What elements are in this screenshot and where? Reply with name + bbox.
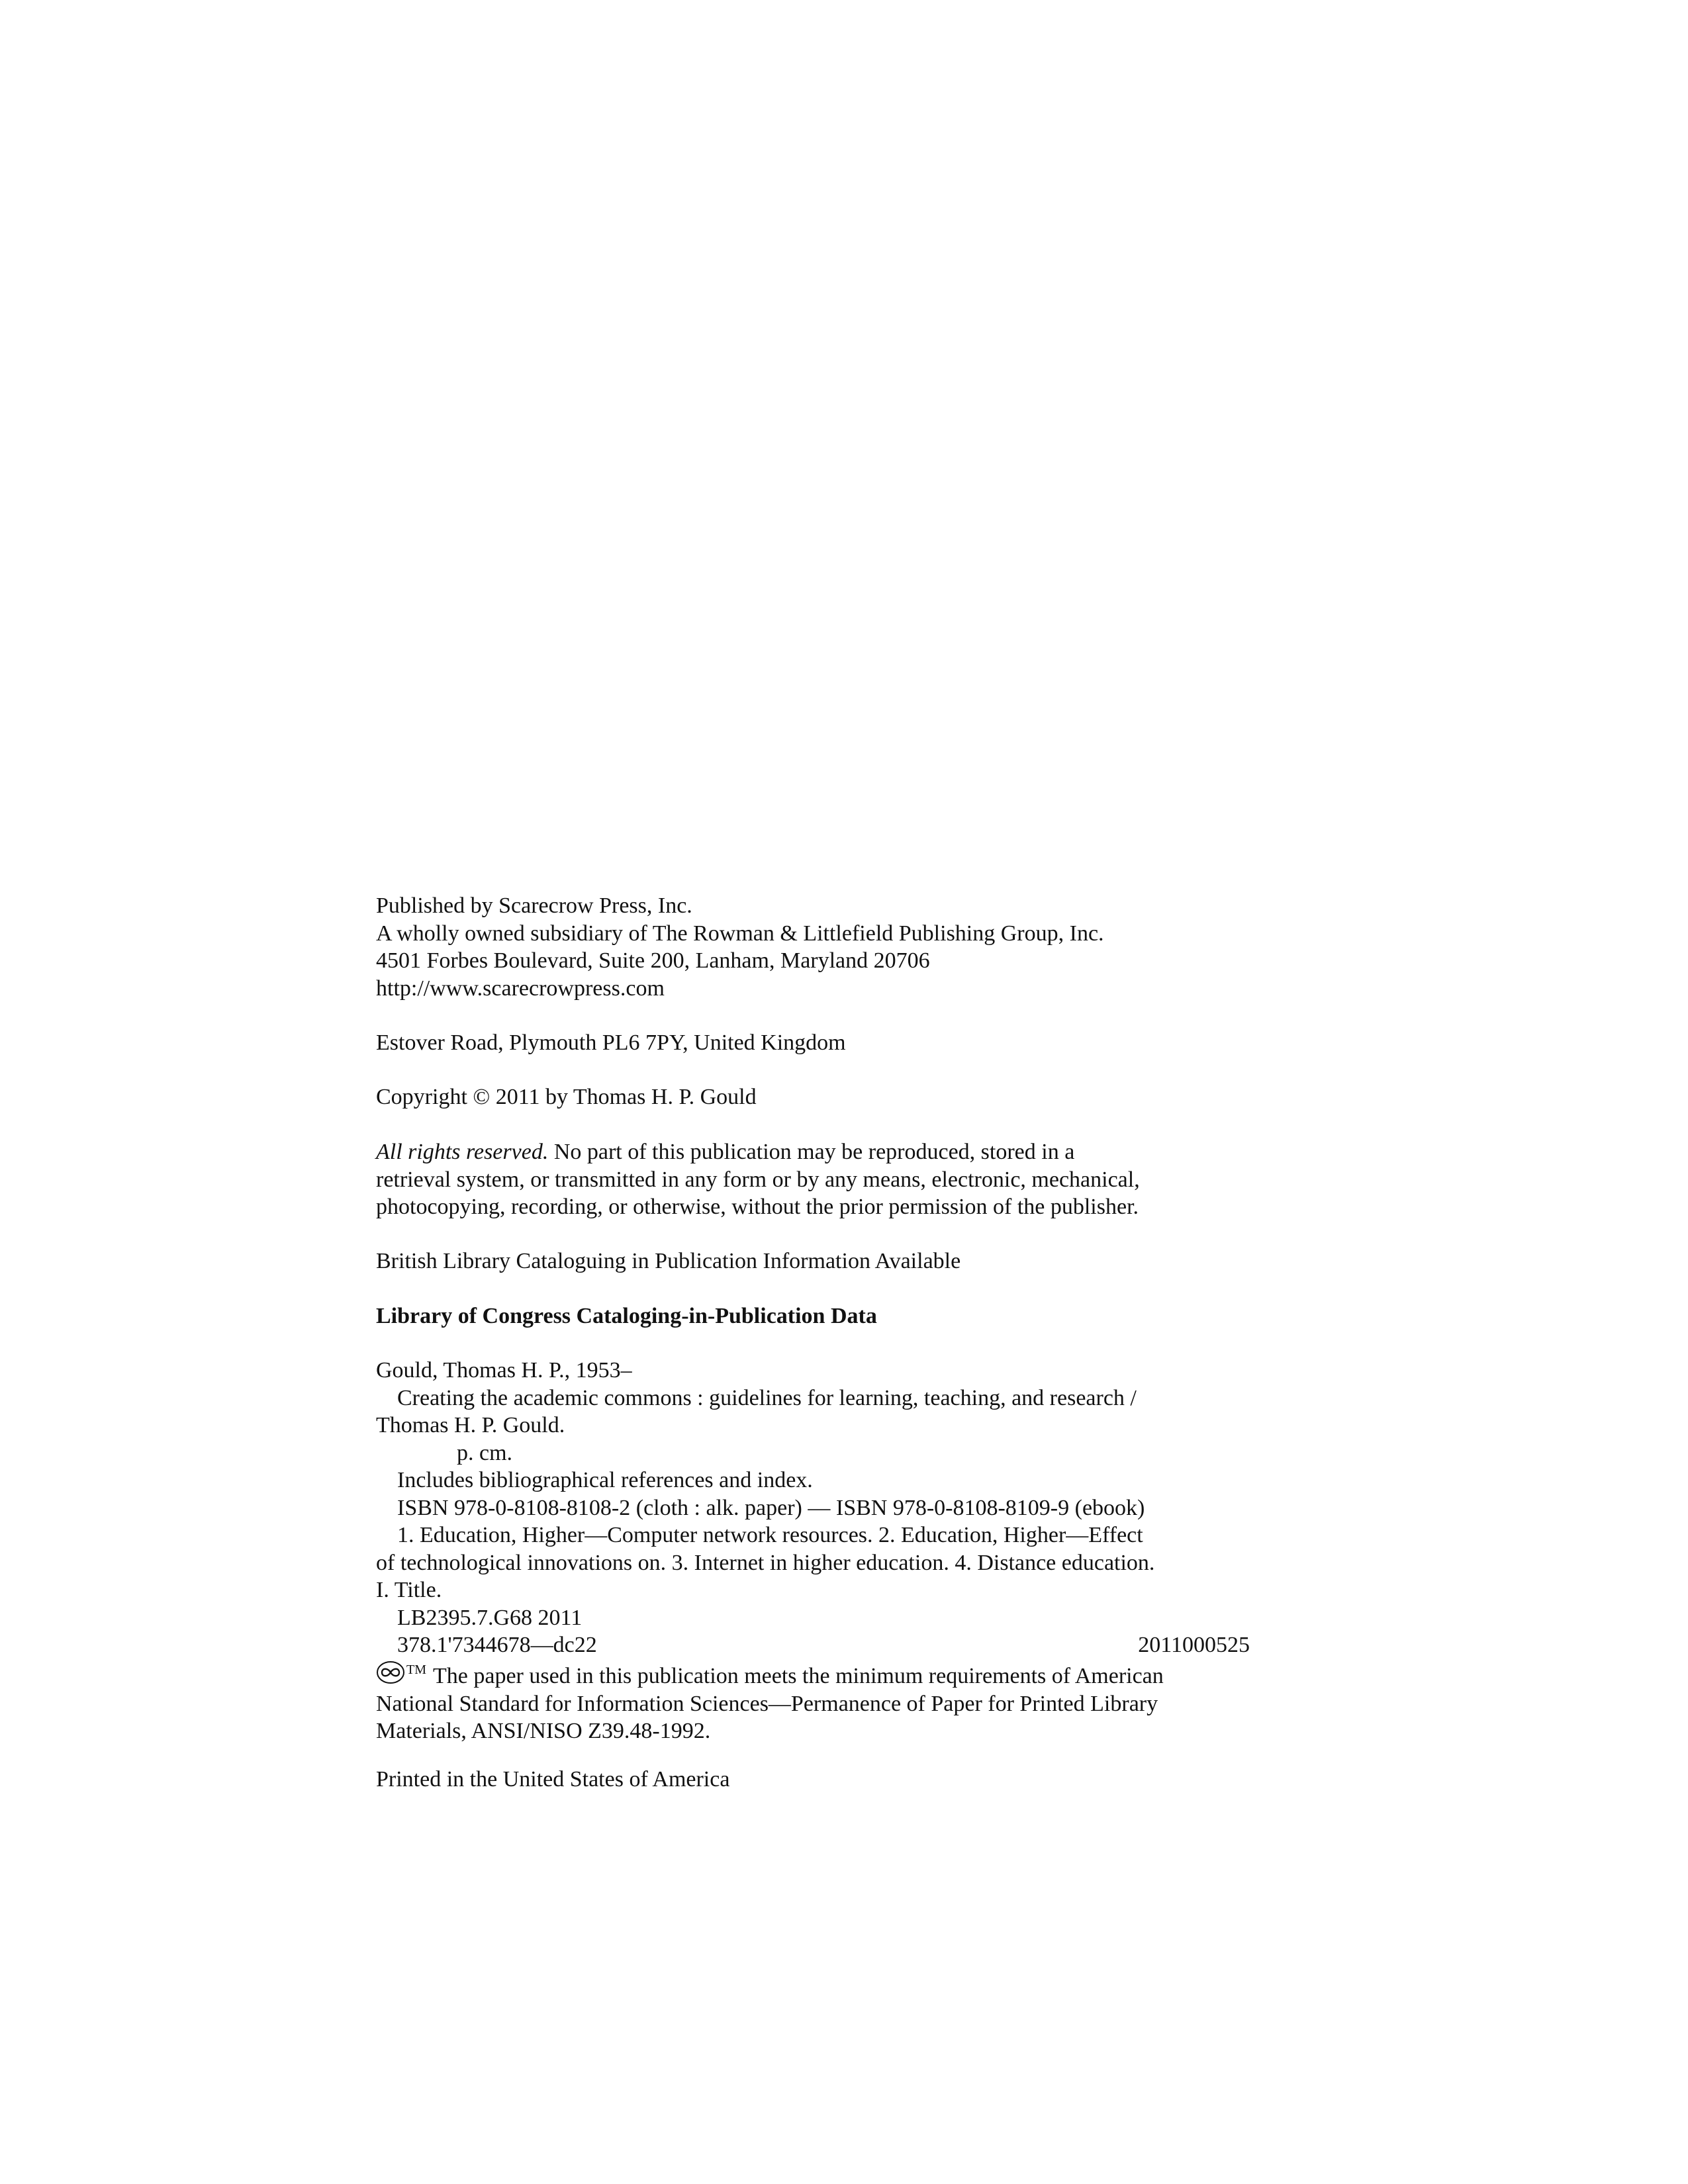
rights-lead: All rights reserved. [376, 1140, 549, 1164]
cip-classification-row [376, 1631, 1263, 1659]
cip-title-line-1: Creating the academic commons : guidelines for learning, teaching, and research / [397, 1385, 1137, 1410]
printed-block [376, 1766, 1263, 1794]
cip-subjects-line-3: I. Title. [376, 1578, 442, 1602]
rights-line-1-rest: No part of this publication may be reproduced, stored in a [548, 1140, 1075, 1164]
cip-dewey: 378.1'7344678—dc22 [397, 1633, 597, 1657]
paper-line-1 [376, 1657, 1263, 1690]
publisher-parent: A wholly owned subsidiary of The Rowman & Littlefield Publishing Group, Inc. [376, 921, 1104, 946]
british-library-notice: British Library Cataloguing in Publication Information Available [376, 1249, 961, 1273]
paper-line-2: National Standard for Information Sciences—Permanence of Paper for Printed Library [376, 1691, 1158, 1716]
cip-lc-call-number: LB2395.7.G68 2011 [397, 1605, 583, 1630]
rights-block [376, 1138, 1263, 1221]
cip-pages: p. cm. [457, 1440, 513, 1465]
cip-subjects-line-2: of technological innovations on. 3. Internet in higher education. 4. Distance education. [376, 1550, 1155, 1575]
copyright-block [376, 1083, 1263, 1111]
loc-heading: Library of Congress Cataloging-in-Publication Data [376, 1304, 877, 1328]
cip-includes: Includes bibliographical references and index. [397, 1468, 813, 1492]
publisher-url: http://www.scarecrowpress.com [376, 976, 665, 1001]
paper-line-3: Materials, ANSI/NISO Z39.48-1992. [376, 1719, 711, 1743]
cip-subjects-line-1: 1. Education, Higher—Computer network resources. 2. Education, Higher—Effect [397, 1523, 1143, 1547]
infinity-circle-icon [376, 1661, 405, 1684]
cip-author: Gould, Thomas H. P., 1953– [376, 1358, 632, 1383]
cip-lccn: 2011000525 [1138, 1633, 1250, 1657]
rights-line-2: retrieval system, or transmitted in any form or by any means, electronic, mechanical, [376, 1167, 1140, 1192]
trademark-mark: TM [406, 1662, 426, 1677]
rights-line-3: photocopying, recording, or otherwise, without the prior permission of the publisher. [376, 1195, 1139, 1219]
uk-address: Estover Road, Plymouth PL6 7PY, United Kingdom [376, 1030, 846, 1055]
uk-address-block [376, 1029, 1263, 1057]
publisher-block [376, 892, 1263, 1002]
cip-isbn: ISBN 978-0-8108-8108-2 (cloth : alk. paper) — ISBN 978-0-8108-8109-9 (ebook) [397, 1495, 1145, 1520]
printed-notice: Printed in the United States of America [376, 1767, 730, 1792]
cip-record [376, 1357, 1263, 1659]
paper-permanence-block [376, 1657, 1263, 1745]
publisher-name: Published by Scarecrow Press, Inc. [376, 893, 692, 918]
paper-line-1-text: The paper used in this publication meets the minimum requirements of American [433, 1664, 1164, 1688]
loc-heading-block [376, 1302, 1263, 1330]
cip-title-line-2: Thomas H. P. Gould. [376, 1413, 565, 1437]
copyright-notice: Copyright © 2011 by Thomas H. P. Gould [376, 1085, 757, 1109]
publisher-address: 4501 Forbes Boulevard, Suite 200, Lanham, Maryland 20706 [376, 948, 930, 973]
british-library-block [376, 1248, 1263, 1275]
rights-line-1 [376, 1138, 1263, 1166]
